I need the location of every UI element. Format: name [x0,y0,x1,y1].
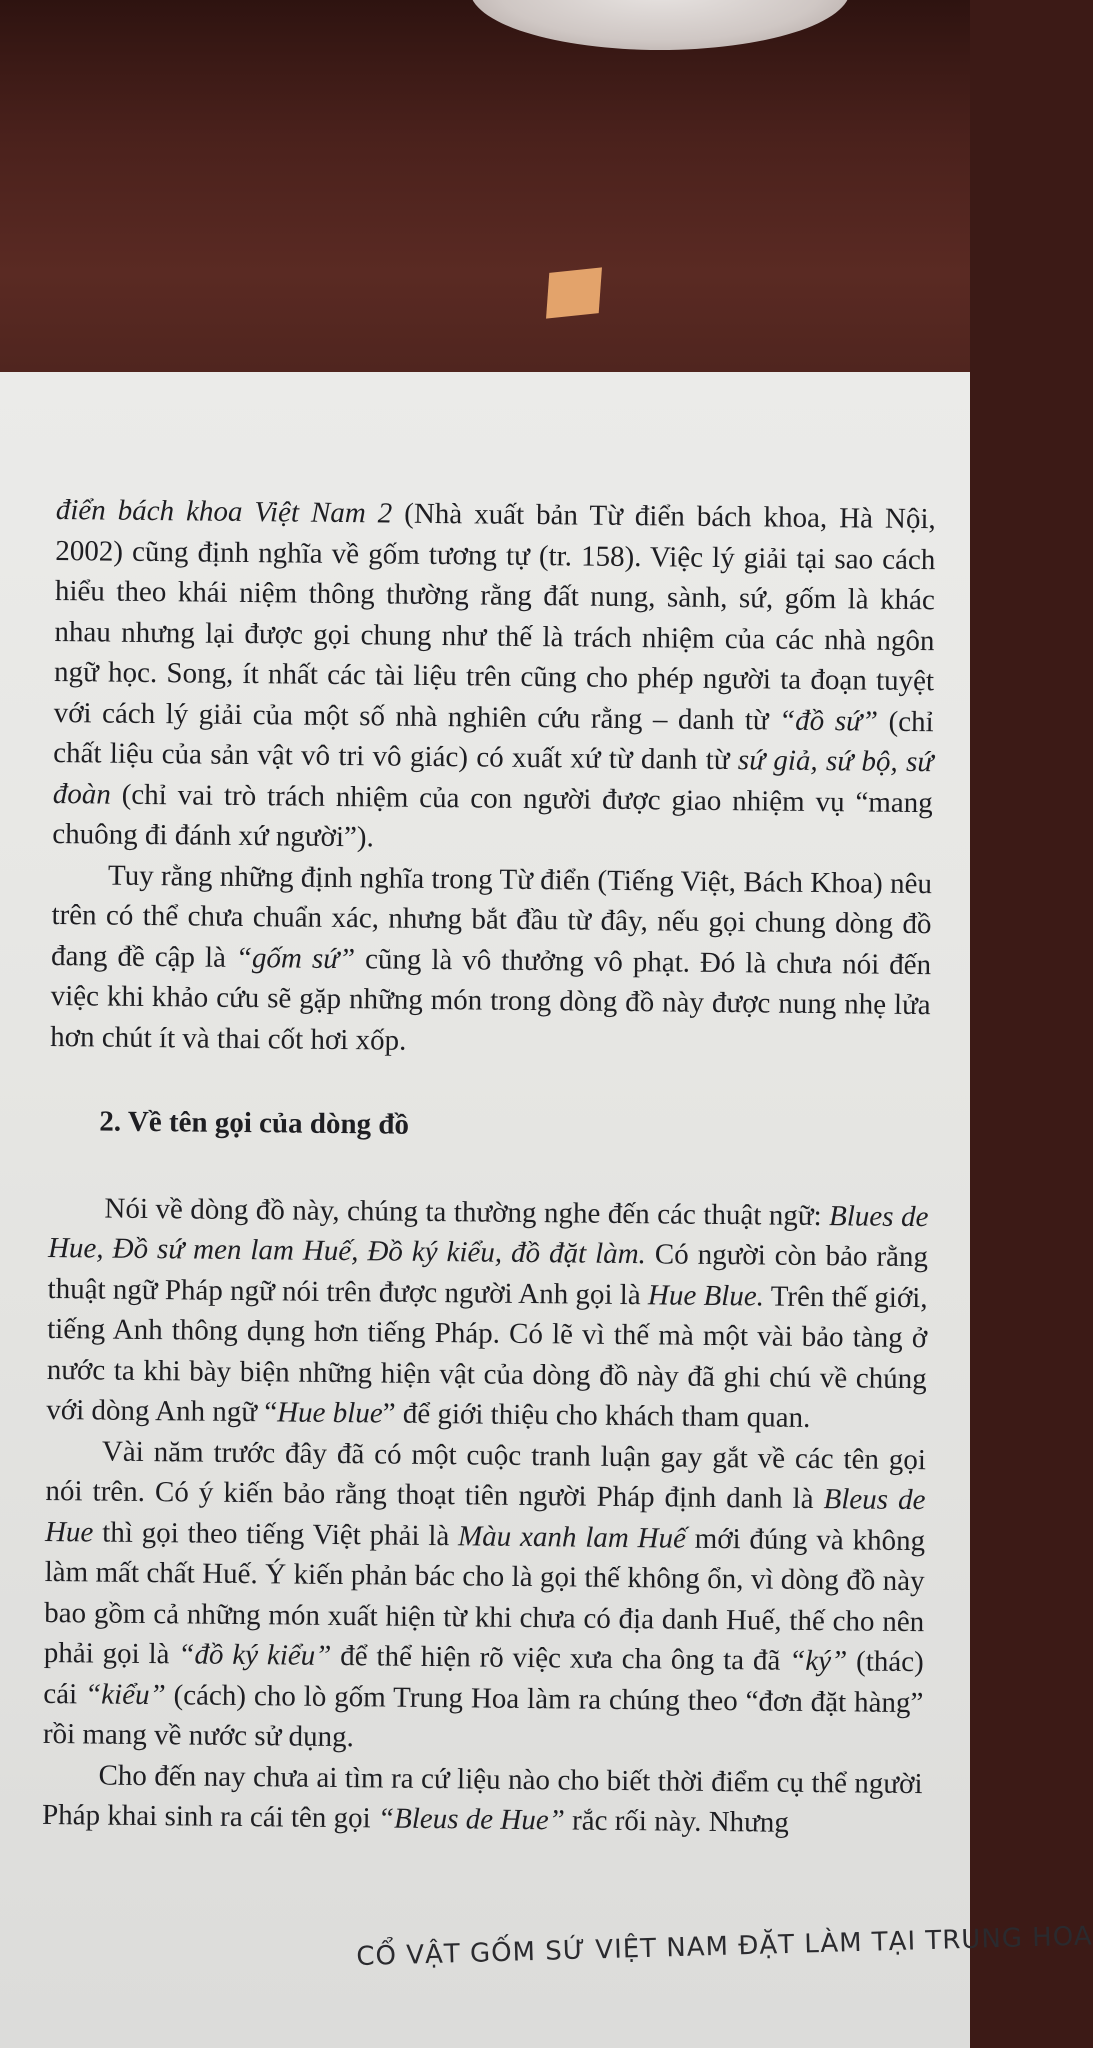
text-run: Cho đến nay chưa ai tìm ra cứ liệu nào cho biết thời điểm cụ thể người Pháp khai sinh ra cái tên gọi [41,1759,923,1835]
text-run: (chỉ vai trò trách nhiệm của con người được giao nhiệm vụ “mang chuông đi đánh xứ người”). [52,778,933,854]
text-run: thì gọi theo tiếng Việt phải là [93,1515,459,1552]
italic-text: sứ giả, sứ bộ, sứ đoàn [52,744,934,811]
ceramic-bowl-rim [470,0,850,50]
text-run: (chỉ chất liệu của sản vật vô tri vô giác) có xuất xứ từ danh từ [53,705,934,777]
running-footer: CỔ VẬT GỐM SỨ VIỆT NAM ĐẶT LÀM TẠI TRUNG HOA [356,1921,1093,1972]
italic-text: “đồ ký kiểu” [178,1638,332,1672]
text-run: 2. Về tên gọi của dòng đồ [99,1105,410,1141]
text-run: để thể hiện rõ việc xưa cha ông ta đã [331,1639,790,1677]
text-run: mới đúng và không làm mất chất Huế. Ý kiến phản bác cho là gọi thế không ổn, vì dòng đồ này bao gồm cả những món xuất hiện từ khi chưa có địa danh Huế, thế cho nên phải gọi là [43,1522,926,1671]
text-run: (Nhà xuất bản Từ điển bách khoa, Hà Nội, 2002) cũng định nghĩa về gốm tương tự (tr. 158). Việc lý giải tại sao cách hiểu theo khái niệm thông thường rằng đất nung, sành, sứ, gốm là khác nhau nhưng lại được gọi chung như thế là trách nhiệm của các nhà ngôn ngữ học. Song, ít nhất các tài liệu trên cũng cho phép người ta đoạn tuyệt với cách lý giải của một số nhà nghiên cứu rằng – danh từ [53,497,936,737]
text-run: Nói về dòng đồ này, chúng ta thường nghe đến các thuật ngữ: [104,1192,830,1232]
body-paragraph [50,854,932,1066]
italic-text: Màu xanh lam Huế [457,1519,687,1555]
italic-text: điển bách khoa Việt Nam 2 [55,493,393,530]
italic-text: Hue Blue. [647,1278,765,1312]
body-paragraph [52,490,936,864]
text-run: (cách) cho lò gốm Trung Hoa làm ra chúng theo “đơn đặt hàng” rồi mang về nước sử dụng. [42,1678,924,1754]
text-run: Có người còn bảo rằng thuật ngữ Pháp ngữ nói trên được người Anh gọi là [47,1238,929,1311]
paper-chip [546,267,602,318]
tabletop-background [0,0,970,390]
italic-text: “đồ sứ” [778,704,879,738]
text-run: Trên thế giới, tiếng Anh thông dụng hơn tiếng Pháp. Có lẽ vì thế mà một vài bảo tàng ở nước ta khi bày biện những hiện vật của dòng đồ này đã ghi chú về chúng với dòng Anh ngữ “ [46,1279,928,1429]
text-run: ” để giới thiệu cho khách tham quan. [382,1397,811,1434]
italic-text: “gốm sứ” [235,941,356,975]
text-run: (thác) cái [43,1645,924,1710]
italic-text: Blues de Hue, Đồ sứ men lam Huế, Đồ ký kiểu, đồ đặt làm. [47,1199,929,1271]
italic-text: Bleus de Hue [44,1483,926,1548]
text-run: cũng là vô thưởng vô phạt. Đó là chưa nói đến việc khi khảo cứu sẽ gặp những món trong dòng đồ này được nung nhẹ lửa hơn chút ít và thai cốt hơi xốp. [50,942,932,1057]
italic-text: “kiểu” [84,1677,166,1711]
body-paragraph [43,1430,926,1763]
body-paragraph [42,1754,923,1844]
italic-text: “Bleus de Hue” [377,1802,565,1837]
body-paragraph [46,1187,928,1439]
text-run: Tuy rằng những định nghĩa trong Từ điển (Tiếng Việt, Bách Khoa) nêu trên có thể chưa chuẩn xác, nhưng bắt đầu từ đây, nếu gọi chung dòng đồ đang đề cập là [50,859,933,974]
text-run: rắc rối này. Nhưng [564,1804,789,1839]
section-heading [99,1101,929,1150]
text-run: Vài năm trước đây đã có một cuộc tranh luận gay gắt về các tên gọi nói trên. Có ý kiến bảo rằng thoạt tiên người Pháp định danh là [45,1435,927,1516]
page-body-text [42,490,936,1845]
italic-text: Hue blue [277,1396,383,1430]
italic-text: “ký” [789,1644,848,1678]
